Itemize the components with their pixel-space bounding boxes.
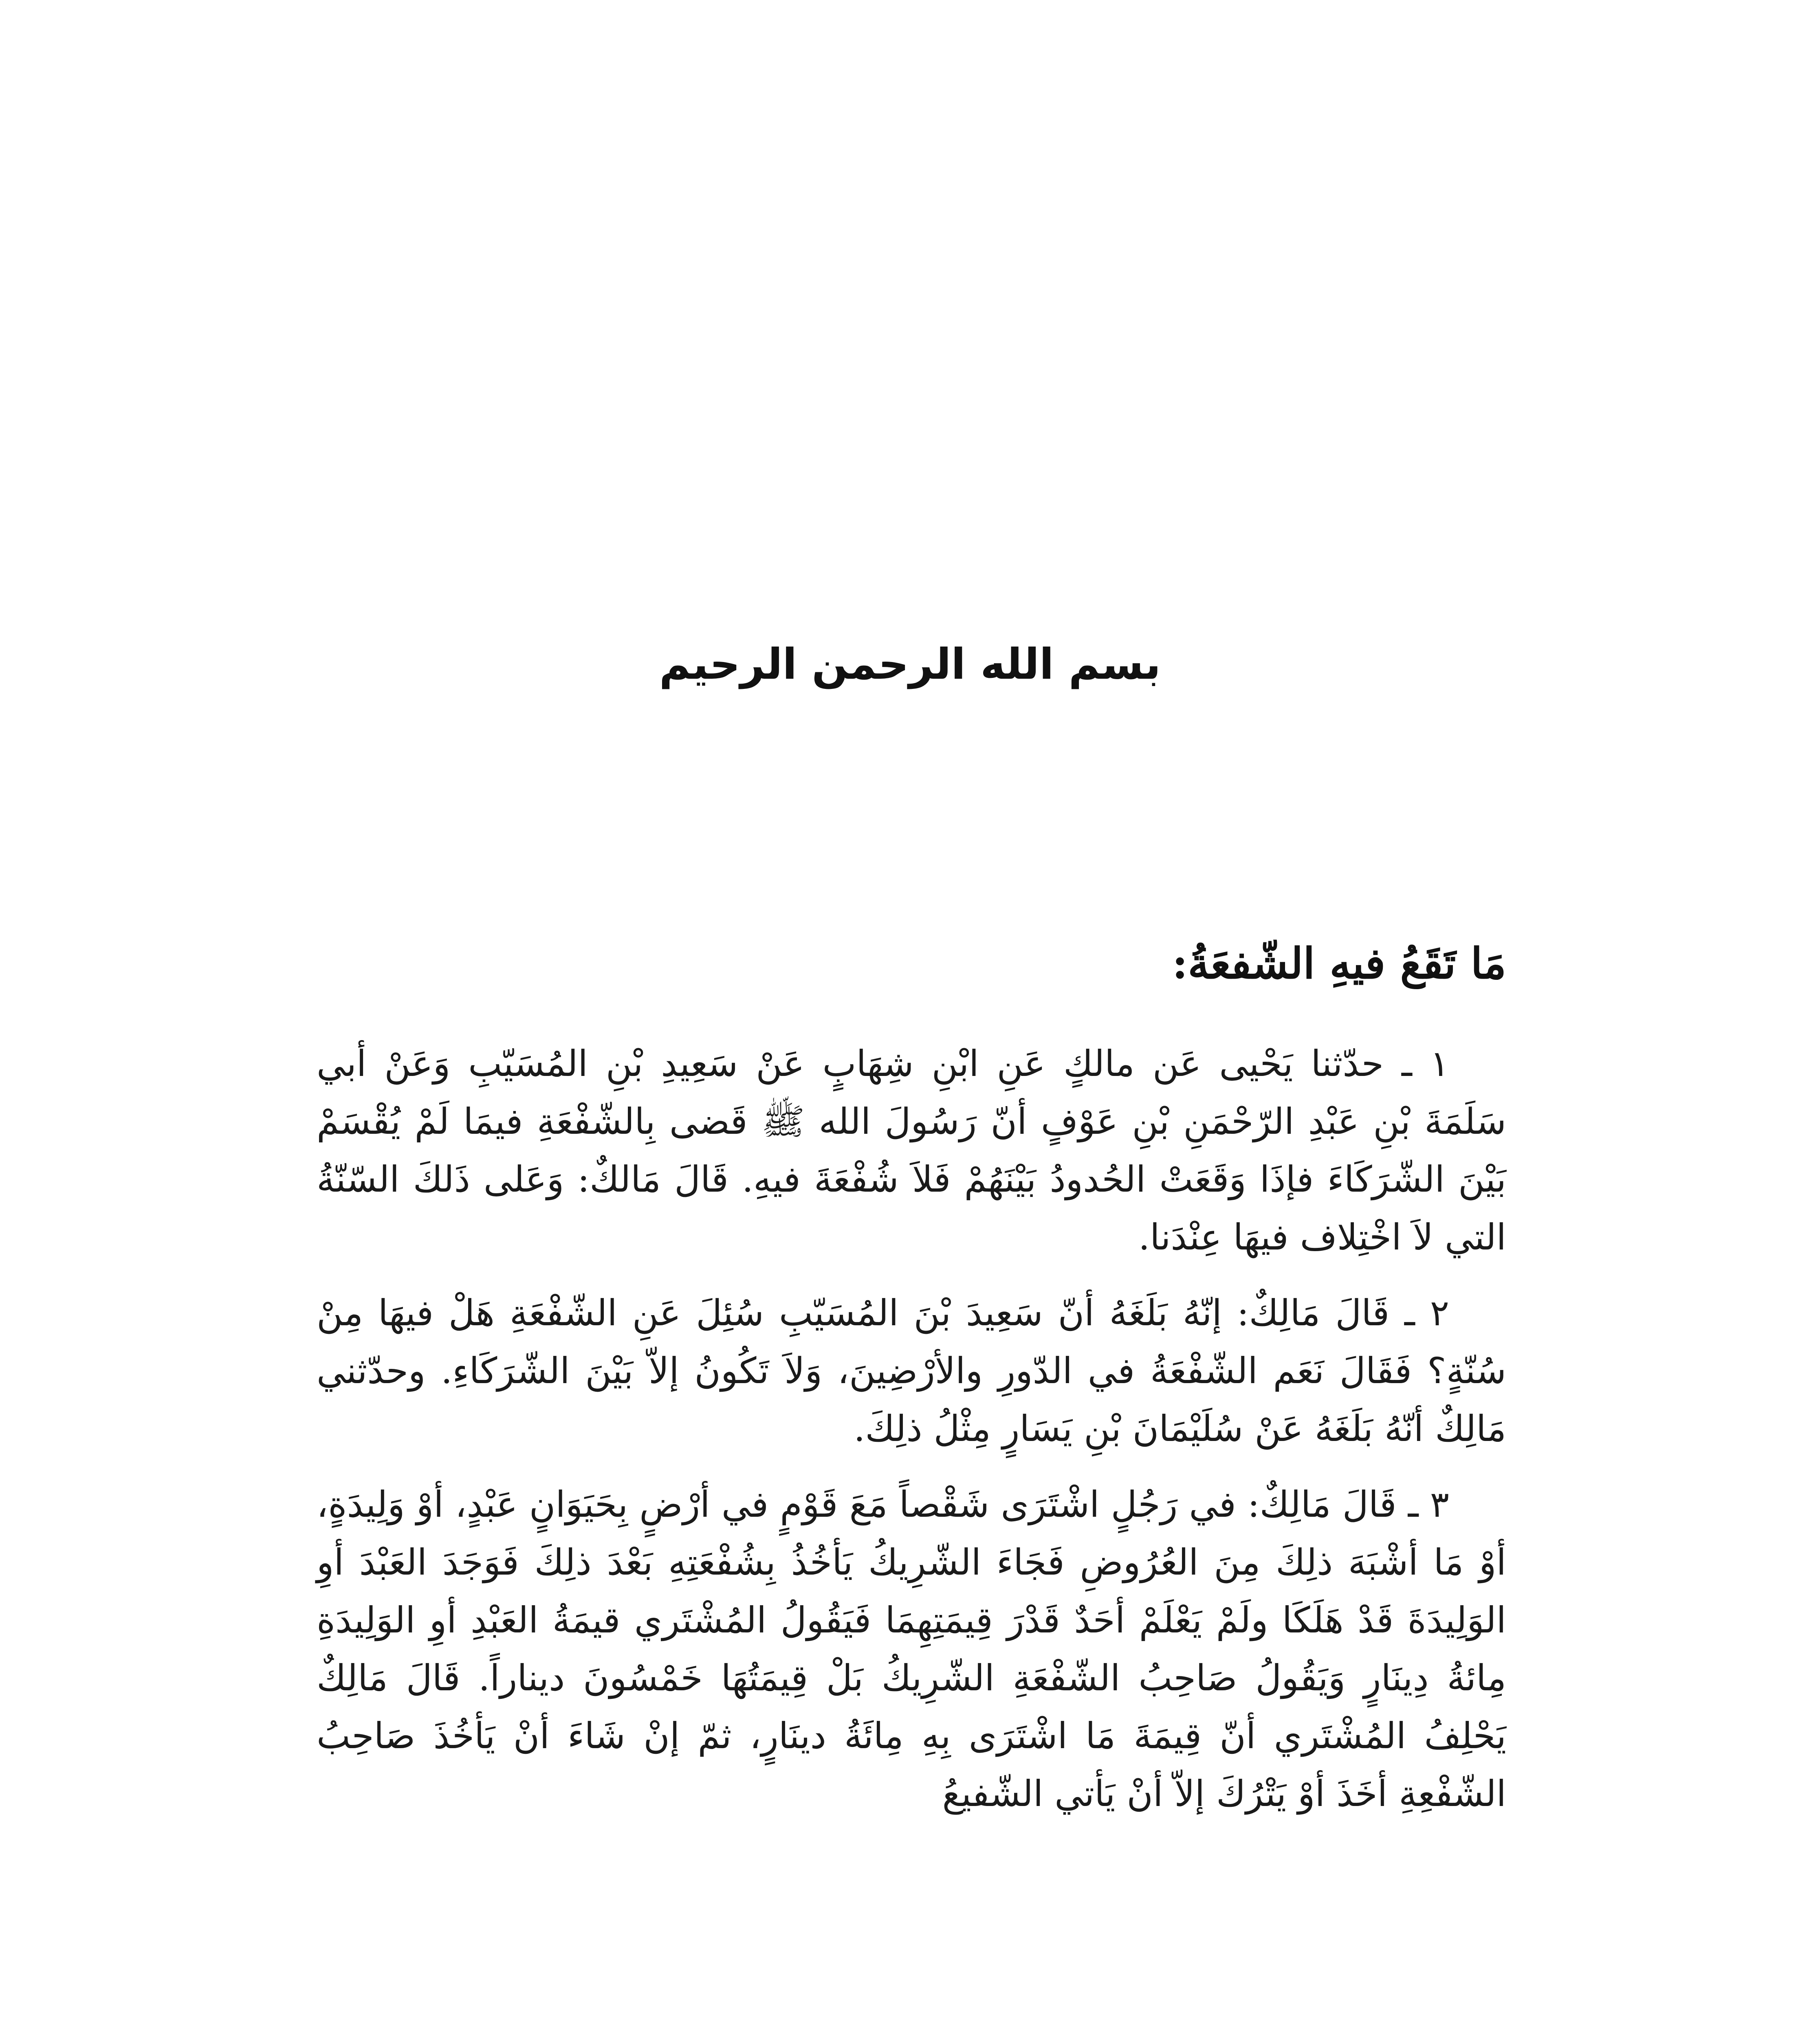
paragraph-3: ٣ ـ قَالَ مَالِكٌ: في رَجُلٍ اشْتَرَى شَقْصاً مَعَ قَوْمٍ في أرْضٍ بِحَيَوَانٍ عَبْدٍ، أوْ وَلِيدَةٍ، أوْ مَا أشْبَهَ ذلِكَ مِنَ العُرُوضِ فَجَاءَ الشّرِيكُ يَأخُذُ بِشُفْعَتِهِ بَعْدَ ذلِكَ فَوَجَدَ العَبْدَ أوِ الوَلِيدَةَ قَدْ هَلَكَا ولَمْ يَعْلَمْ أحَدٌ قَدْرَ قِيمَتِهِمَا فَيَقُولُ المُشْتَري قيمَةُ العَبْدِ أوِ الوَلِيدَةِ مِائةُ دِينَارٍ وَيَقُولُ صَاحِبُ الشّفْعَةِ الشّرِيكُ بَلْ قِيمَتُهَا خَمْسُونَ ديناراً. قَالَ مَالِكٌ يَحْلِفُ المُشْتَري أنّ قِيمَةَ مَا اشْتَرَى بِهِ مِائَةُ دينَارٍ، ثمّ إنْ شَاءَ أنْ يَأخُذَ صَاحِبُ الشّفْعِةِ أخَذَ أوْ يَتْرُكَ إلاّ أنْ يَأتي الشّفيعُ [317,1483,1507,1815]
basmala-header: بسم الله الرحمن الرحيم [659,639,1161,689]
paragraph-1: ١ ـ حدّثنا يَحْيى عَن مالكٍ عَنِ ابْنِ شِهَابٍ عَنْ سَعِيدِ بْنِ المُسَيّبِ وَعَنْ أبي سَلَمَةَ بْنِ عَبْدِ الرّحْمَنِ بْنِ عَوْفٍ أنّ رَسُولَ الله ﷺ قَضى بِالشّفْعَةِ فيمَا لَمْ يُقْسَمْ بَيْنَ الشّرَكَاءَ فإذَا وَقَعَتْ الحُدودُ بَيْنَهُمْ فَلاَ شُفْعَةَ فيهِ. قَالَ مَالكٌ: وَعَلى ذَلكَ السّنّةُ التي لاَ اخْتِلاف فيهَا عِنْدَنا. [317,1043,1506,1258]
section-heading: مَا تَقَعُ فيهِ الشّفعَةُ: [1172,938,1506,988]
paragraph-2: ٢ ـ قَالَ مَالِكٌ: إنّهُ بَلَغَهُ أنّ سَعِيدَ بْنَ المُسَيّبِ سُئِلَ عَنِ الشّفْعَةِ هَلْ فيهَا مِنْ سُنّةٍ؟ فَقَالَ نَعَم الشّفْعَةُ في الدّورِ والأرْضِينَ، وَلاَ تَكُونُ إلاّ بَيْنَ الشّرَكَاءِ. وحدّثني مَالِكٌ أنّهُ بَلَغَهُ عَنْ سُلَيْمَانَ بْنِ يَسَارٍ مِثْلُ ذلِكَ. [317,1292,1506,1450]
body-text [317,1035,1506,1841]
